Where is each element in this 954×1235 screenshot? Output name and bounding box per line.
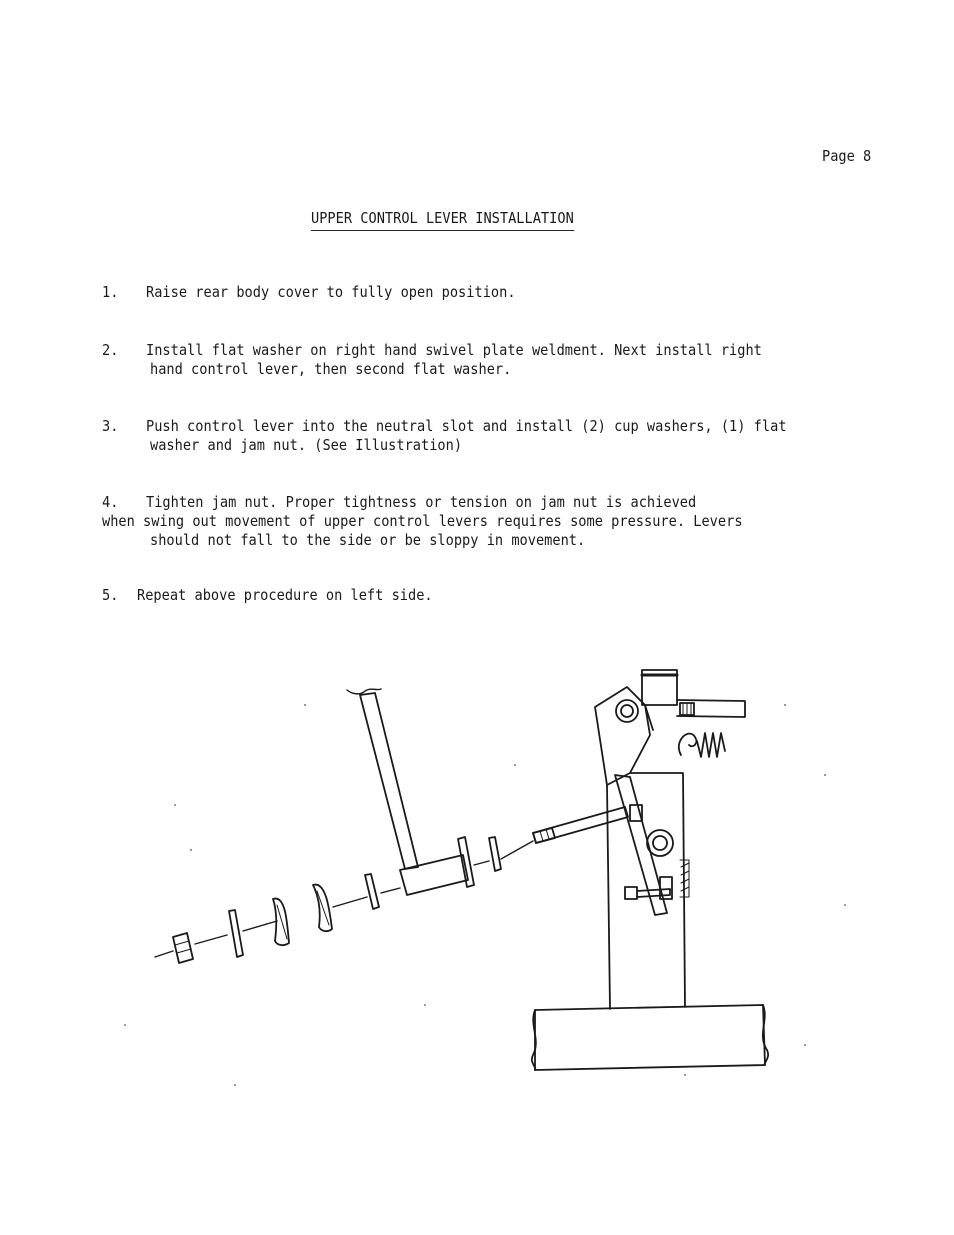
step-number: 3.	[102, 417, 119, 435]
cup-washer-1	[313, 885, 332, 932]
step-number: 2.	[102, 341, 119, 359]
step-number: 4.	[102, 493, 119, 511]
threaded-shaft	[533, 807, 628, 843]
jam-nut	[173, 933, 193, 963]
top-block	[642, 670, 677, 705]
pivot-bolt-middle	[647, 830, 673, 856]
step-text-continued: washer and jam nut. (See Illustration)	[150, 436, 463, 454]
step-text: Repeat above procedure on left side.	[137, 586, 433, 604]
step-number: 1.	[102, 283, 119, 301]
step-text: Install flat washer on right hand swivel plate weldment. Next install right	[146, 341, 762, 359]
cup-washer-2	[273, 899, 289, 946]
flat-washer-3	[229, 910, 243, 957]
scan-speckle	[124, 704, 846, 1086]
step-text-continued: should not fall to the side or be sloppy in movement.	[150, 531, 586, 549]
lever-assembly-illustration	[85, 645, 870, 1100]
page-number: Page 8	[822, 147, 872, 165]
top-rod	[677, 700, 745, 717]
axle-line	[155, 841, 533, 957]
step-text: Push control lever into the neutral slot and install (2) cup washers, (1) flat	[146, 417, 787, 435]
control-lever	[347, 689, 468, 895]
page-title: UPPER CONTROL LEVER INSTALLATION	[311, 209, 574, 231]
step-text-continued: hand control lever, then second flat washer.	[150, 360, 512, 378]
step-text: Tighten jam nut. Proper tightness or tension on jam nut is achieved	[146, 493, 697, 511]
flat-washer-2	[365, 874, 379, 909]
step-number: 5.	[102, 586, 119, 604]
step-text-continued: when swing out movement of upper control levers requires some pressure. Levers	[102, 512, 743, 530]
step-text: Raise rear body cover to fully open position.	[146, 283, 516, 301]
pivot-bolt-top	[616, 700, 638, 722]
spring	[679, 733, 725, 757]
base-frame	[532, 1005, 768, 1070]
